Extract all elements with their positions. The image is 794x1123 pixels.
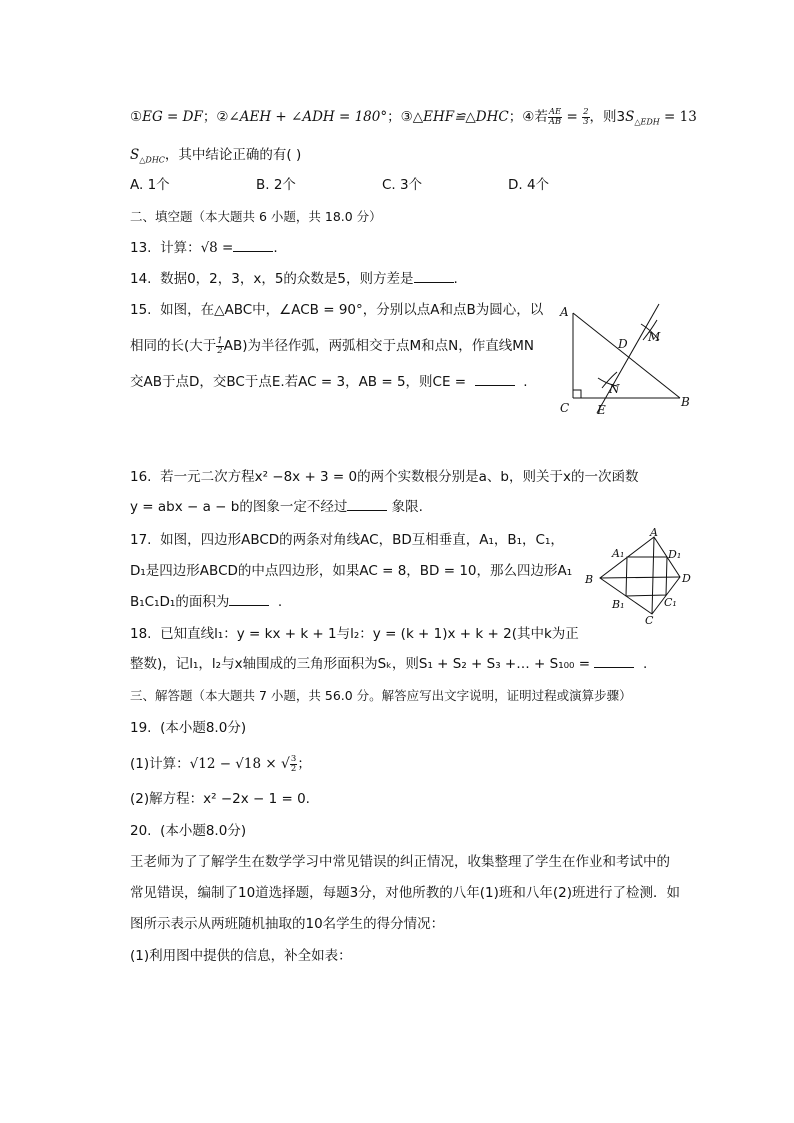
line-mn (597, 304, 659, 413)
label-m: M (648, 330, 661, 344)
q19-header: 19. (本小题8.0分) (130, 720, 247, 736)
label-a: A (650, 526, 658, 539)
label-c: C (560, 401, 570, 415)
diagonal-bd (600, 577, 680, 578)
q20-para1: 王老师为了了解学生在数学学习中常见错误的纠正情况，收集整理了学生在作业和考试中的 (130, 854, 670, 870)
q12-line2: $S_{\triangle DHC}$，其中结论正确的有( ) (130, 147, 302, 165)
q17-quadrilateral-figure (582, 526, 702, 626)
label-c: C (645, 614, 654, 626)
label-b: B (585, 573, 594, 586)
option-c[interactable]: C. 3个 (382, 177, 423, 193)
label-e: E (597, 403, 606, 417)
side-ab (573, 313, 680, 398)
q17-line3: B₁C₁D₁的面积为 . (130, 594, 283, 610)
q19-part2: (2)解方程：x² −2x − 1 = 0. (130, 791, 310, 807)
q20-para3: 图所示表示从两班随机抽取的10名学生的得分情况： (130, 916, 445, 932)
answer-blank[interactable] (229, 592, 269, 606)
answer-blank[interactable] (347, 497, 387, 511)
label-a: A (560, 305, 569, 319)
sqrt-fraction: $\frac{3}{2}$ (290, 753, 297, 774)
q13: 13. 计算：√8 = . (130, 240, 278, 256)
q15-line1: 15. 如图，在△ABC中，∠ACB = 90°，分别以点A和点B为圆心，以 (130, 302, 544, 318)
option-d[interactable]: D. 4个 (508, 177, 550, 193)
label-d: D (618, 337, 628, 351)
midpoint-quad (626, 557, 667, 596)
q14: 14. 数据0，2，3，x，5的众数是5，则方差是 . (130, 271, 458, 287)
section-3-heading: 三、解答题（本大题共 7 小题，共 56.0 分。解答应写出文字说明，证明过程或演算步骤） (130, 688, 632, 703)
label-a1: A₁ (612, 547, 625, 560)
value-fraction: $\frac{2}{3}$ (583, 106, 589, 127)
ratio-fraction: $\frac{AE}{AB}$ (548, 106, 562, 127)
answer-blank[interactable] (594, 654, 634, 668)
diagonal-ac (652, 537, 654, 614)
answer-blank[interactable] (475, 372, 515, 386)
q12-options (130, 175, 690, 195)
label-b1: B₁ (612, 598, 625, 611)
q15-triangle-figure (555, 300, 705, 420)
q18-line1: 18. 已知直线l₁：y = kx + k + 1与l₂：y = (k + 1)x + k + 2(其中k为正 (130, 626, 579, 642)
q16-line2: y = abx − a − b的图象一定不经过 象限. (130, 499, 423, 515)
answer-blank[interactable] (414, 269, 454, 283)
label-b: B (681, 395, 690, 409)
q20-para2: 常见错误，编制了10道选择题，每题3分，对他所教的八年(1)班和八年(2)班进行了检测．如 (130, 885, 681, 901)
q20-header: 20. (本小题8.0分) (130, 823, 247, 839)
option-a[interactable]: A. 1个 (130, 177, 170, 193)
label-n: N (609, 382, 620, 396)
q18-line2: 整数)，记l₁，l₂与x轴围成的三角形面积为Sₖ，则S₁ + S₂ + S₃ +… + S₁₀₀ = . (130, 656, 648, 672)
right-angle-mark (573, 390, 581, 398)
q16-line1: 16. 若一元二次方程x² −8x + 3 = 0的两个实数根分别是a、b，则关于x的一次函数 (130, 469, 639, 485)
q12-line1: ①EG = DF；②∠AEH + ∠ADH = 180°；③△EHF≌△DHC；④若 $\frac{AE}{AB}$ = $\frac{2}{3}$ ，则$3S_{\triangle EDH} = 13$ (130, 106, 697, 127)
answer-blank[interactable] (233, 238, 273, 252)
label-c1: C₁ (664, 596, 677, 609)
q15-line3: 交AB于点D，交BC于点E.若AC = 3，AB = 5，则CE = . (130, 374, 528, 390)
q20-part1: (1)利用图中提供的信息，补全如表： (130, 948, 352, 964)
label-d: D (682, 572, 691, 585)
q17-line1: 17. 如图，四边形ABCD的两条对角线AC，BD互相垂直，A₁，B₁，C₁， (130, 532, 564, 548)
option-b[interactable]: B. 2个 (256, 177, 296, 193)
q17-line2: D₁是四边形ABCD的中点四边形，如果AC = 8，BD = 10，那么四边形A₁ (130, 563, 573, 579)
label-d1: D₁ (668, 548, 682, 561)
q15-line2: 相同的长(大于 $\frac{1}{2}$ AB)为半径作弧，两弧相交于点M和点N，作直线MN (130, 335, 534, 356)
half-fraction: $\frac{1}{2}$ (217, 335, 223, 356)
section-2-heading: 二、填空题（本大题共 6 小题，共 18.0 分） (130, 209, 382, 224)
q19-part1: (1)计算：√12 − √18 × √ $\frac{3}{2}$ ； (130, 753, 311, 774)
